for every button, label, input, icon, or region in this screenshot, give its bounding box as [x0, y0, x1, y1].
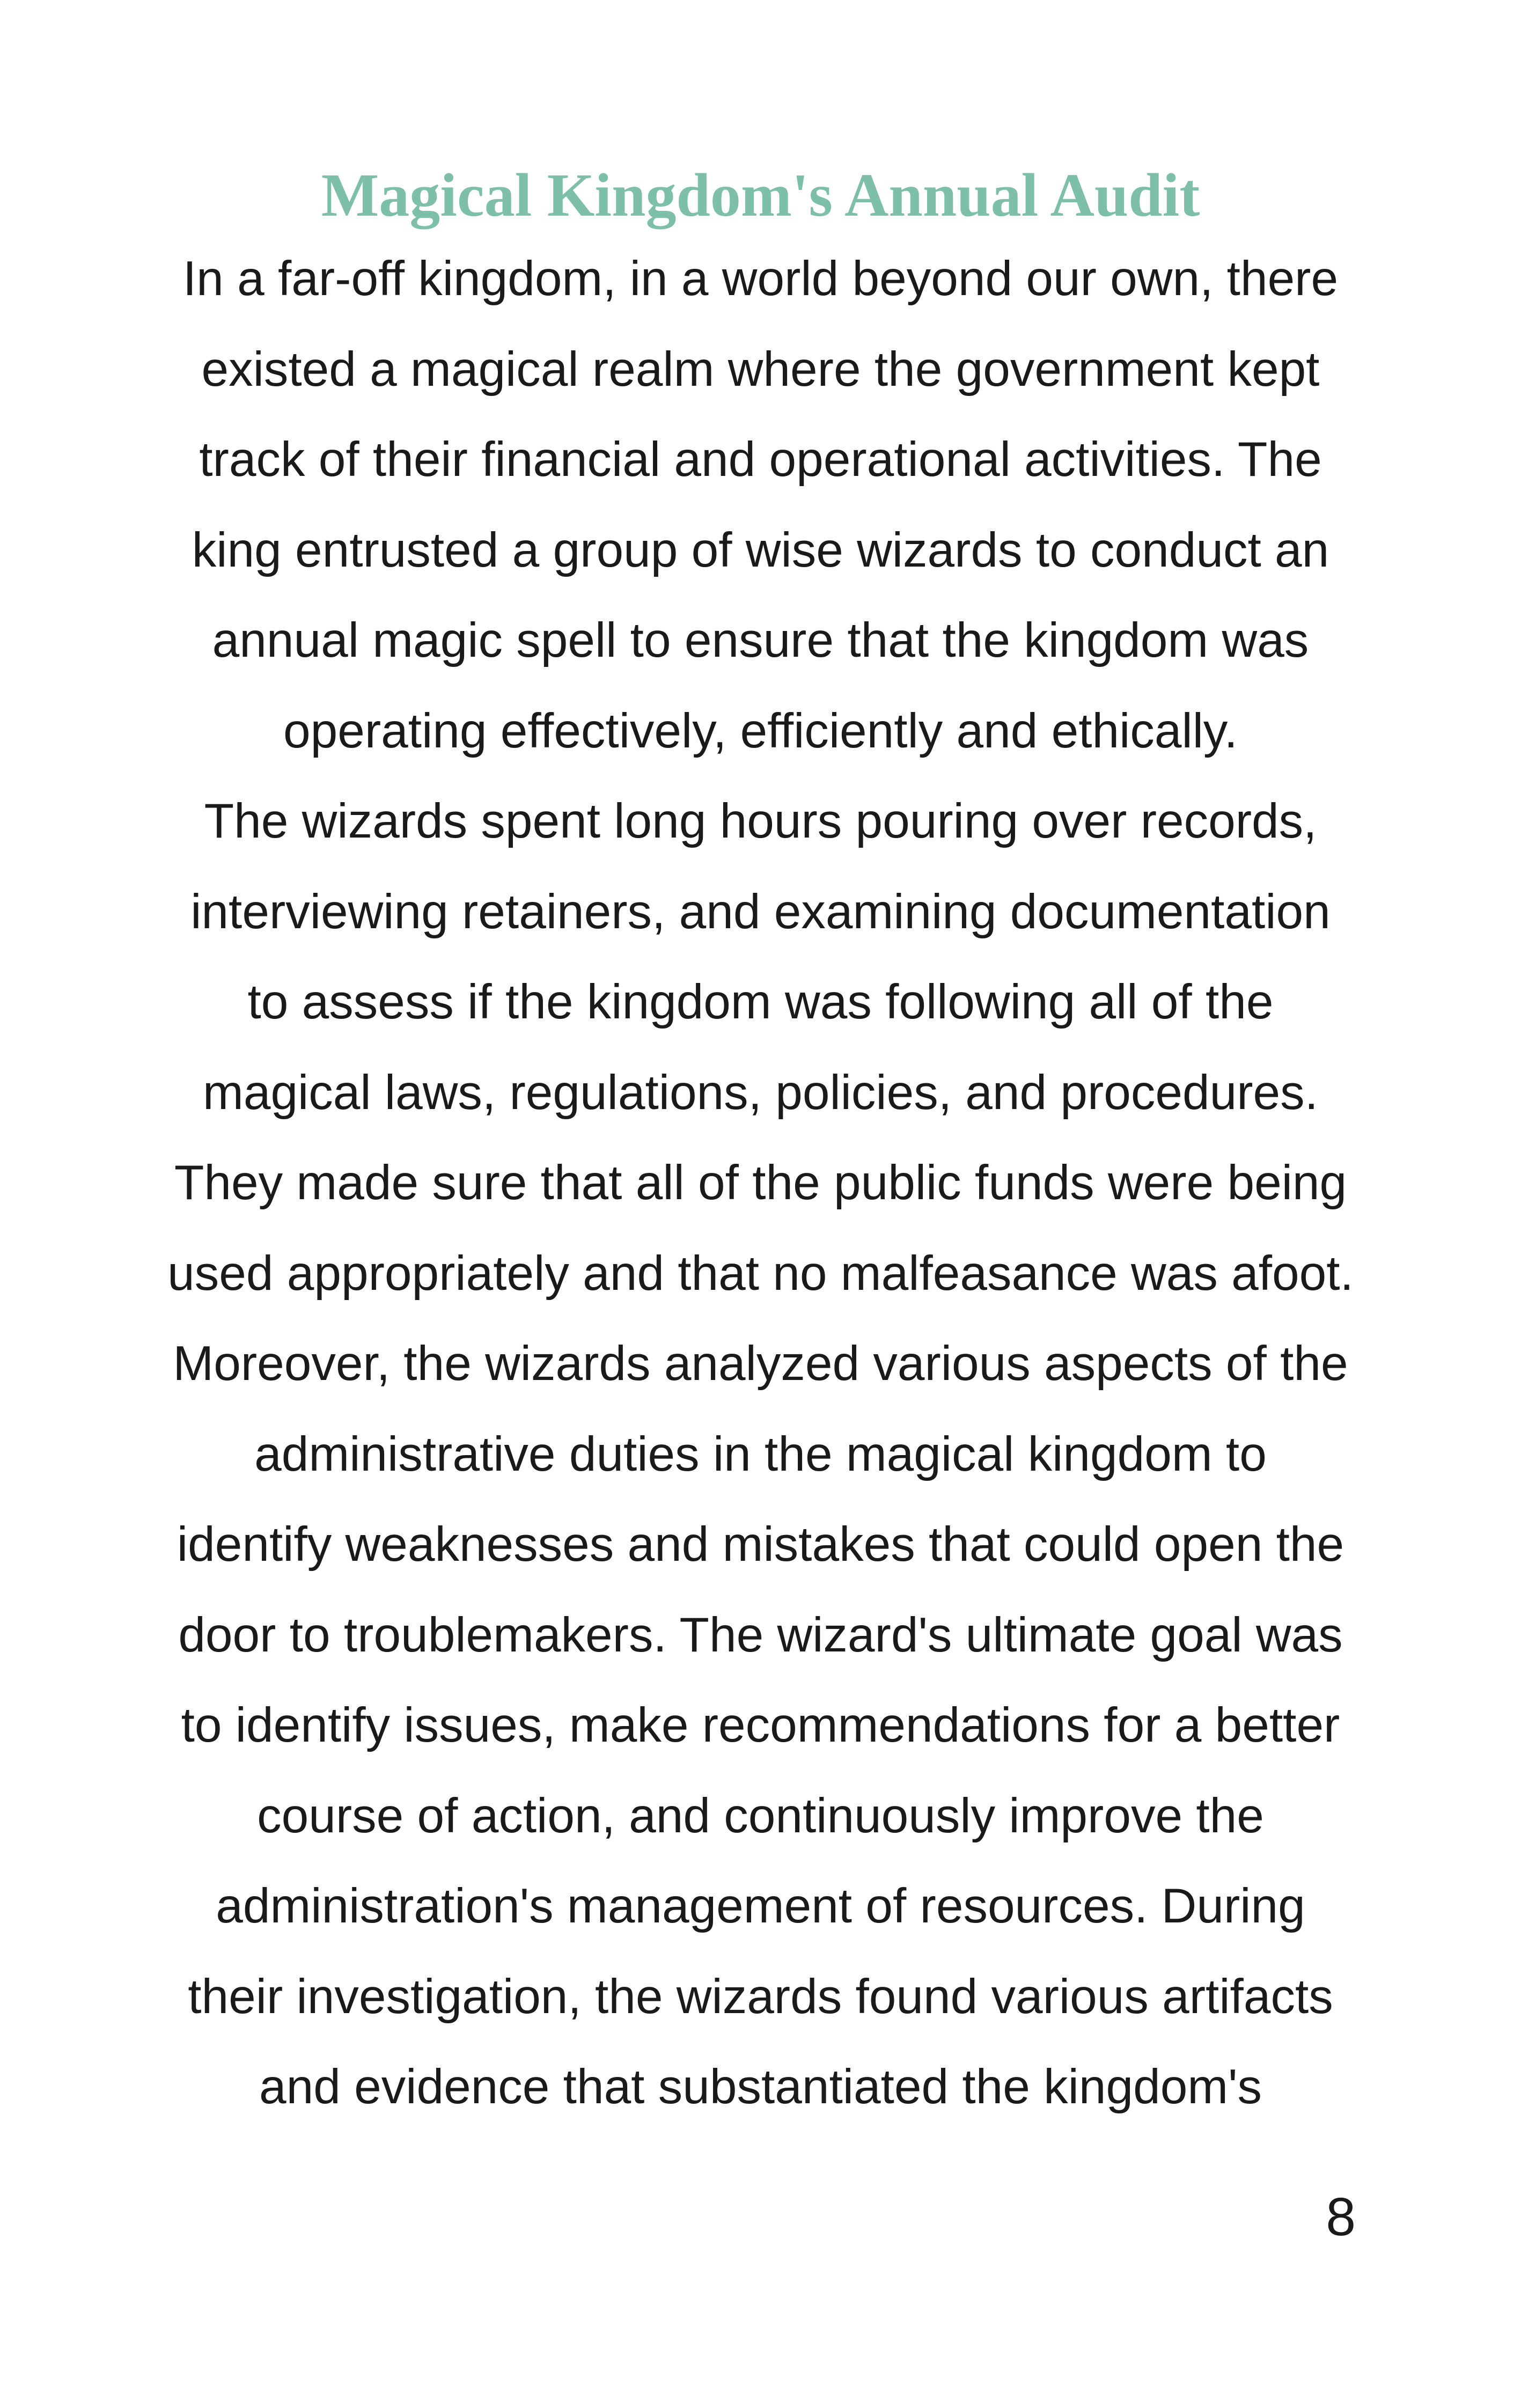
text-line: used appropriately and that no malfeasance was afoot. [167, 1246, 1354, 1301]
text-line: door to troublemakers. The wizard's ultimate goal was [178, 1607, 1343, 1662]
text-line: to assess if the kingdom was following all of the [247, 975, 1274, 1029]
text-line: and evidence that substantiated the kingdom's [259, 2060, 1262, 2114]
text-line: track of their financial and operational activities. The [199, 432, 1322, 487]
text-line: identify weaknesses and mistakes that could open the [177, 1517, 1344, 1572]
text-line: The wizards spent long hours pouring over records, [204, 794, 1317, 848]
text-line: their investigation, the wizards found various artifacts [188, 1969, 1333, 2024]
chapter-title: Magical Kingdom's Annual Audit [321, 161, 1200, 229]
text-line: They made sure that all of the public funds were being [174, 1156, 1347, 1210]
text-line: existed a magical realm where the government kept [201, 342, 1320, 397]
text-line: In a far-off kingdom, in a world beyond our own, there [182, 252, 1339, 306]
text-line: to identify issues, make recommendations for a better [181, 1698, 1340, 1752]
text-line: magical laws, regulations, policies, and procedures. [203, 1065, 1318, 1120]
page-number: 8 [1326, 2187, 1356, 2247]
text-line: administrative duties in the magical kingdom to [254, 1427, 1267, 1481]
body-text [0, 234, 1521, 2133]
text-line: interviewing retainers, and examining documentation [190, 884, 1331, 939]
text-line: administration's management of resources. During [216, 1879, 1305, 1933]
text-line: Moreover, the wizards analyzed various aspects of the [173, 1337, 1348, 1391]
text-line: king entrusted a group of wise wizards to conduct an [192, 523, 1329, 577]
text-line: operating effectively, efficiently and ethically. [283, 703, 1238, 758]
text-line: course of action, and continuously improve the [257, 1788, 1264, 1843]
text-line: annual magic spell to ensure that the kingdom was [212, 613, 1309, 667]
